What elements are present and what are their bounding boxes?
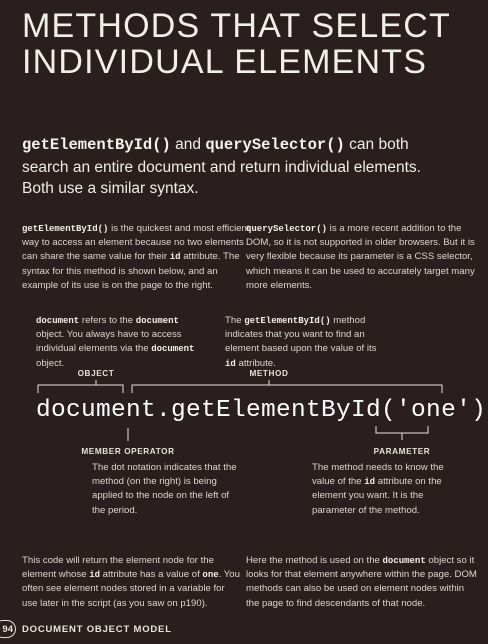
method-label: METHOD [249,369,289,378]
object-bracket [38,385,123,393]
bottom-left-paragraph: This code will return the element node for the element whose id attribute has a value of one. You often see element nodes stored in a variable for use later in the script (as you saw on p190). [22,555,240,609]
code-example: document.getElementById('one') [36,397,487,424]
parameter-label: PARAMETER [373,447,431,456]
parameter-note: The method needs to know the value of the id attribute on the element you want. It is the parameter of the method. [312,462,444,516]
object-label: OBJECT [77,369,115,378]
bottom-right-paragraph: Here the method is used on the document object so it looks for that element anywhere within the page. DOM methods can also be used on element nodes within the page to find descendants of that node. [246,555,477,609]
method-note: The getElementById() method indicates that you want to find an element based upon the value of its id attribute. [225,315,377,369]
right-column-paragraph: querySelector() is a more recent addition to the DOM, so it is not supported in older browsers. But it is very flexible because its parameter is a CSS selector, which means it can be used to accurately target many more elements. [246,223,475,291]
intro-code-getelementbyid: getElementById() [22,136,171,154]
member-operator-label: MEMBER OPERATOR [81,447,175,456]
footer-section-title: DOCUMENT OBJECT MODEL [22,624,172,635]
parameter-bracket [376,426,428,433]
intro-paragraph: getElementById() and querySelector() can both search an entire document and return individual elements. Both use a similar syntax. [22,136,421,197]
member-operator-note: The dot notation indicates that the method (on the right) is being applied to the node on the left of the period. [92,462,237,516]
page-title-line-2: INDIVIDUAL ELEMENTS [22,43,428,81]
intro-code-queryselector: querySelector() [205,136,345,154]
page-title-line-1: METHODS THAT SELECT [22,7,451,45]
page-number: 94 [0,620,16,638]
method-bracket [132,385,442,393]
left-column-paragraph: getElementById() is the quickest and most efficient way to access an element because no two elements can share the same value for their id attribute. The syntax for this method is shown below, and an example of its use is on the page to the right. [22,223,250,291]
object-note: document refers to the document object. You always have to access individual elements via the document object. [36,315,195,369]
